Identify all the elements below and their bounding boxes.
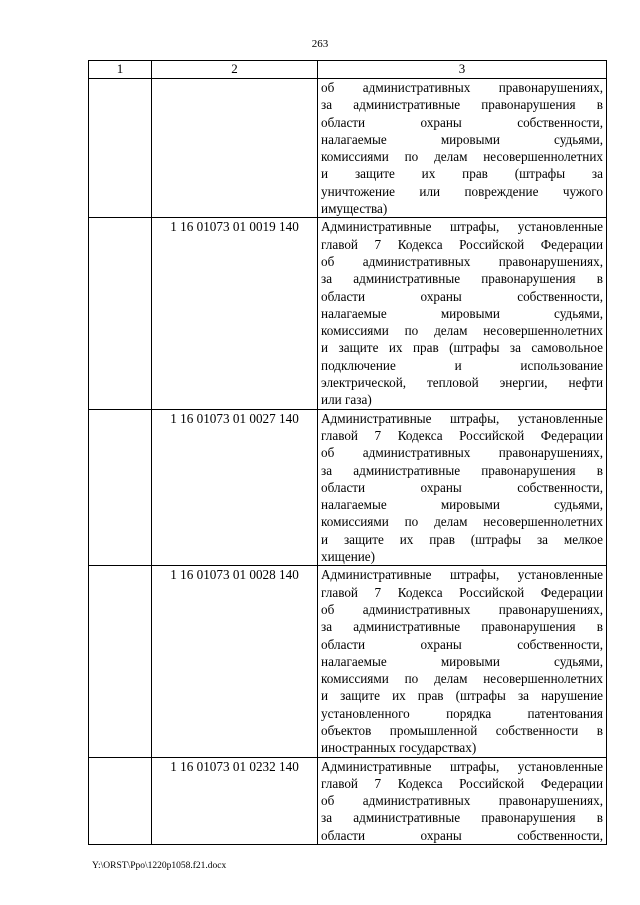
budget-code-cell: 1 16 01073 01 0028 140 xyxy=(152,566,318,757)
description-line: области охраны собственности, xyxy=(321,479,603,495)
table-row xyxy=(89,566,607,757)
column-header-2: 2 xyxy=(152,61,318,79)
budget-code-cell: 1 16 01073 01 0027 140 xyxy=(152,409,318,566)
codes-table xyxy=(88,60,607,845)
description-line: за административные правонарушения в xyxy=(321,810,603,826)
description-line: налагаемые мировыми судьями, xyxy=(321,131,603,147)
description-line: области охраны собственности, xyxy=(321,288,603,304)
description-line: Административные штрафы, установленные xyxy=(321,219,603,235)
description-line: главой 7 Кодекса Российской Федерации xyxy=(321,427,603,443)
budget-code-cell: 1 16 01073 01 0019 140 xyxy=(152,218,318,409)
description-line: комиссиями по делам несовершеннолетних xyxy=(321,514,603,530)
description-line: главой 7 Кодекса Российской Федерации xyxy=(321,775,603,791)
page-number: 263 xyxy=(311,38,329,50)
row-number-cell xyxy=(89,757,152,844)
description-cell xyxy=(318,409,607,566)
description-line: комиссиями по делам несовершеннолетних xyxy=(321,671,603,687)
table-body xyxy=(89,79,607,845)
description-line: области охраны собственности, xyxy=(321,827,603,843)
description-line: об административных правонарушениях, xyxy=(321,80,603,95)
description-line: уничтожение или повреждение чужого xyxy=(321,183,603,199)
description-line: хищение) xyxy=(321,549,376,565)
description-line: электрической, тепловой энергии, нефти xyxy=(321,375,603,391)
description-line: Административные штрафы, установленные xyxy=(321,567,603,583)
description-line: налагаемые мировыми судьями, xyxy=(321,497,603,513)
description-line: за административные правонарушения в xyxy=(321,462,603,478)
row-number-cell xyxy=(89,409,152,566)
table-row xyxy=(89,218,607,409)
table-row xyxy=(89,409,607,566)
row-number-cell xyxy=(89,218,152,409)
column-header-1: 1 xyxy=(89,61,152,79)
description-line: подключение и использование xyxy=(321,357,603,373)
description-line: имущества) xyxy=(321,201,388,217)
budget-code-cell xyxy=(152,79,318,218)
table-row xyxy=(89,757,607,844)
budget-code-cell: 1 16 01073 01 0232 140 xyxy=(152,757,318,844)
description-line: и защите их прав (штрафы за нарушение xyxy=(321,688,603,704)
description-line: комиссиями по делам несовершеннолетних xyxy=(321,149,603,165)
description-cell xyxy=(318,218,607,409)
description-line: об административных правонарушениях, xyxy=(321,793,603,809)
description-cell xyxy=(318,566,607,757)
description-line: области охраны собственности, xyxy=(321,636,603,652)
description-line: за административные правонарушения в xyxy=(321,619,603,635)
description-line: и защите их прав (штрафы за xyxy=(321,166,603,182)
description-cell xyxy=(318,757,607,844)
description-line: налагаемые мировыми судьями, xyxy=(321,305,603,321)
description-line: об административных правонарушениях, xyxy=(321,601,603,617)
description-line: за административные правонарушения в xyxy=(321,97,603,113)
row-number-cell xyxy=(89,566,152,757)
column-header-3: 3 xyxy=(318,61,607,79)
description-line: объектов промышленной собственности в xyxy=(321,722,603,738)
description-line: установленного порядка патентования xyxy=(321,705,603,721)
description-line: Административные штрафы, установленные xyxy=(321,758,603,774)
description-line: иностранных государствах) xyxy=(321,740,477,756)
description-line: за административные правонарушения в xyxy=(321,271,603,287)
table-row xyxy=(89,79,607,218)
description-line: об административных правонарушениях, xyxy=(321,253,603,269)
description-line: налагаемые мировыми судьями, xyxy=(321,653,603,669)
table-header-row xyxy=(89,61,607,79)
description-line: Административные штрафы, установленные xyxy=(321,410,603,426)
row-number-cell xyxy=(89,79,152,218)
description-line: области охраны собственности, xyxy=(321,114,603,130)
file-path-footer: Y:\ORST\Ppo\1220p1058.f21.docx xyxy=(92,861,227,871)
description-line: и защите их прав (штрафы за мелкое xyxy=(321,531,603,547)
description-line: комиссиями по делам несовершеннолетних xyxy=(321,323,603,339)
description-cell xyxy=(318,79,607,218)
description-line: об административных правонарушениях, xyxy=(321,445,603,461)
description-line: главой 7 Кодекса Российской Федерации xyxy=(321,584,603,600)
description-line: главой 7 Кодекса Российской Федерации xyxy=(321,236,603,252)
description-line: или газа) xyxy=(321,392,372,408)
description-line: и защите их прав (штрафы за самовольное xyxy=(321,340,603,356)
